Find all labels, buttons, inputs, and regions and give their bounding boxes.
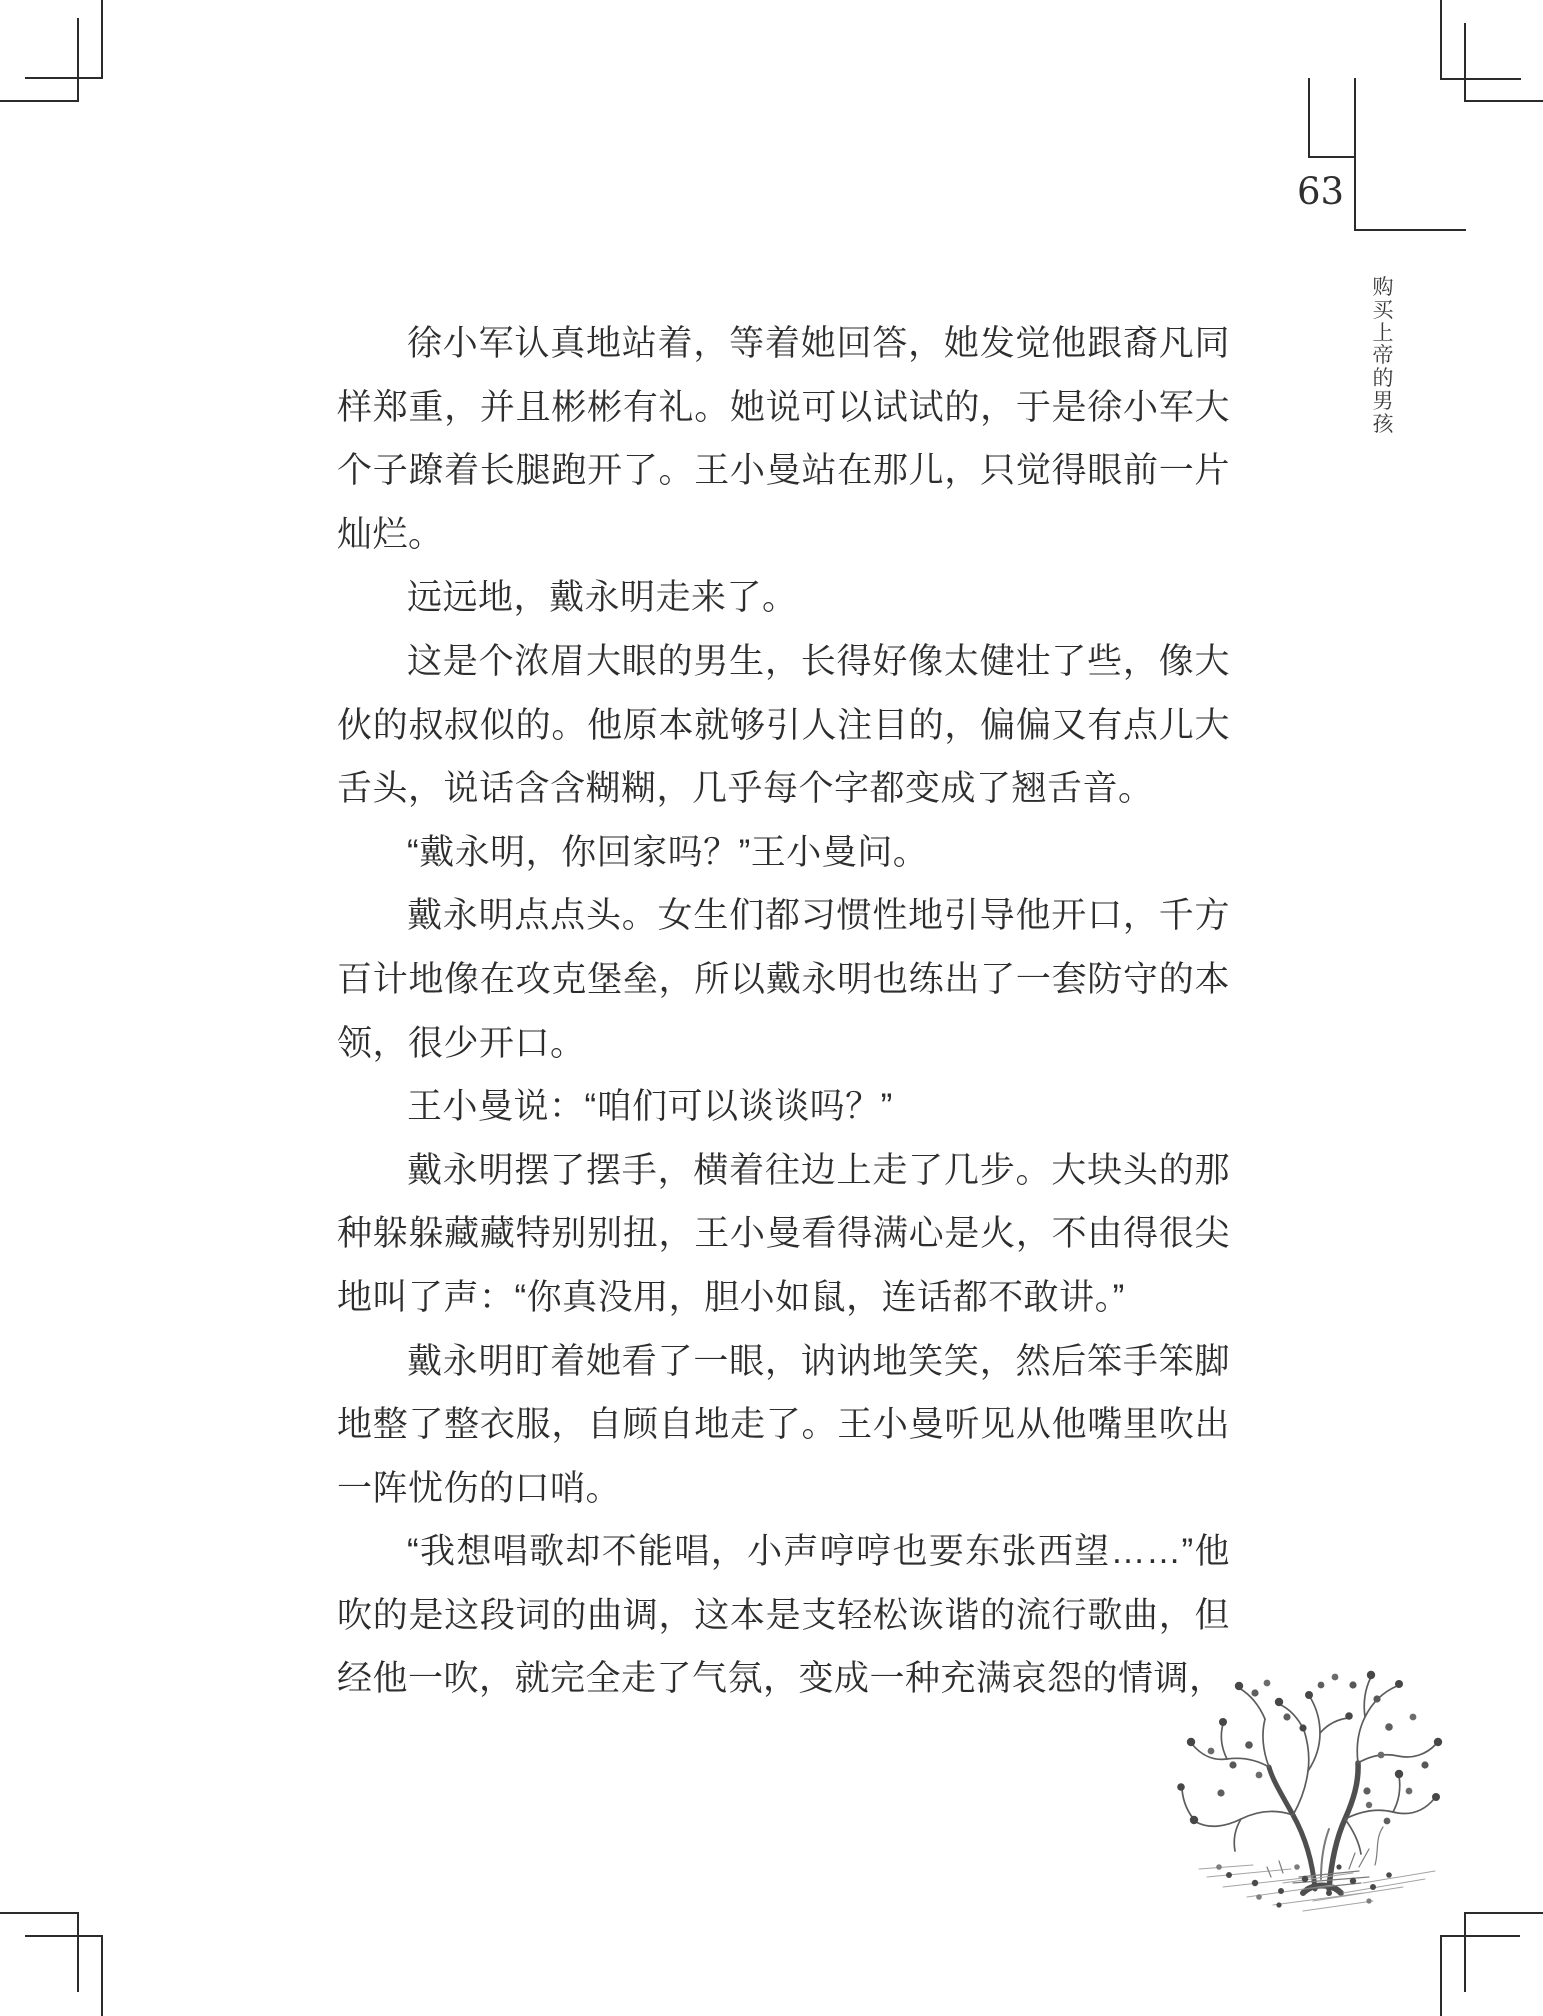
paragraph: 徐小军认真地站着，等着她回答，她发觉他跟裔凡同样郑重，并且彬彬有礼。她说可以试试的，于是徐小军大个子蹽着长腿跑开了。王小曼站在那儿，只觉得眼前一片灿烂。 bbox=[337, 324, 1230, 554]
crop-mark bbox=[1440, 1935, 1520, 1937]
paragraph: 远远地，戴永明走来了。 bbox=[407, 578, 798, 618]
crop-mark bbox=[1308, 78, 1310, 158]
crop-mark bbox=[1464, 23, 1466, 101]
paragraph: 戴永明点点头。女生们都习惯性地引导他开口，千方百计地像在攻克堡垒，所以戴永明也练出了一套防守的本领，很少开口。 bbox=[337, 896, 1230, 1063]
crop-mark bbox=[0, 1912, 78, 1914]
page-number: 63 bbox=[1297, 170, 1345, 213]
berries bbox=[1177, 1671, 1442, 1825]
crop-mark bbox=[1440, 0, 1442, 79]
book-title-vertical: 购买上帝的男孩 bbox=[1372, 276, 1394, 436]
crop-mark bbox=[1464, 1912, 1543, 1914]
paragraph: 戴永明摆了摆手，横着往边上走了几步。大块头的那种躲躲藏藏特别别扭，王小曼看得满心是火，不由得很尖地叫了声：“你真没用，胆小如鼠，连话都不敢讲。” bbox=[337, 1150, 1230, 1317]
crop-mark bbox=[1354, 78, 1356, 231]
crop-mark bbox=[1464, 100, 1543, 102]
crop-mark bbox=[1440, 78, 1521, 80]
tree-illustration bbox=[1163, 1625, 1468, 1935]
paragraph: 戴永明盯着她看了一眼，讷讷地笑笑，然后笨手笨脚地整了整衣服，自顾自地走了。王小曼听见从他嘴里吹出一阵忧伤的口哨。 bbox=[337, 1341, 1230, 1508]
crop-mark bbox=[101, 0, 103, 78]
crop-mark bbox=[101, 1935, 103, 2016]
body-text bbox=[337, 312, 1230, 1711]
paragraph: “戴永明，你回家吗？”王小曼问。 bbox=[407, 832, 929, 872]
crop-mark bbox=[25, 1935, 103, 1937]
crop-mark bbox=[1354, 229, 1466, 231]
crop-mark bbox=[77, 1912, 79, 1992]
paragraph: 这是个浓眉大眼的男生，长得好像太健壮了些，像大伙的叔叔似的。他原本就够引人注目的，偏偏又有点儿大舌头，说话含含糊糊，几乎每个字都变成了翘舌音。 bbox=[337, 641, 1230, 809]
paragraph: “我想唱歌却不能唱，小声哼哼也要东张西望……”他吹的是这段词的曲调，这本是支轻松诙谐的流行歌曲，但经他一吹，就完全走了气氛，变成一种充满哀怨的情调， bbox=[337, 1532, 1230, 1699]
crop-mark bbox=[1440, 1935, 1442, 2016]
paragraph: 王小曼说：“咱们可以谈谈吗？” bbox=[407, 1087, 893, 1127]
crop-mark bbox=[0, 100, 78, 102]
crop-mark bbox=[77, 18, 79, 102]
crop-mark bbox=[25, 77, 103, 79]
crop-mark bbox=[1308, 156, 1355, 158]
